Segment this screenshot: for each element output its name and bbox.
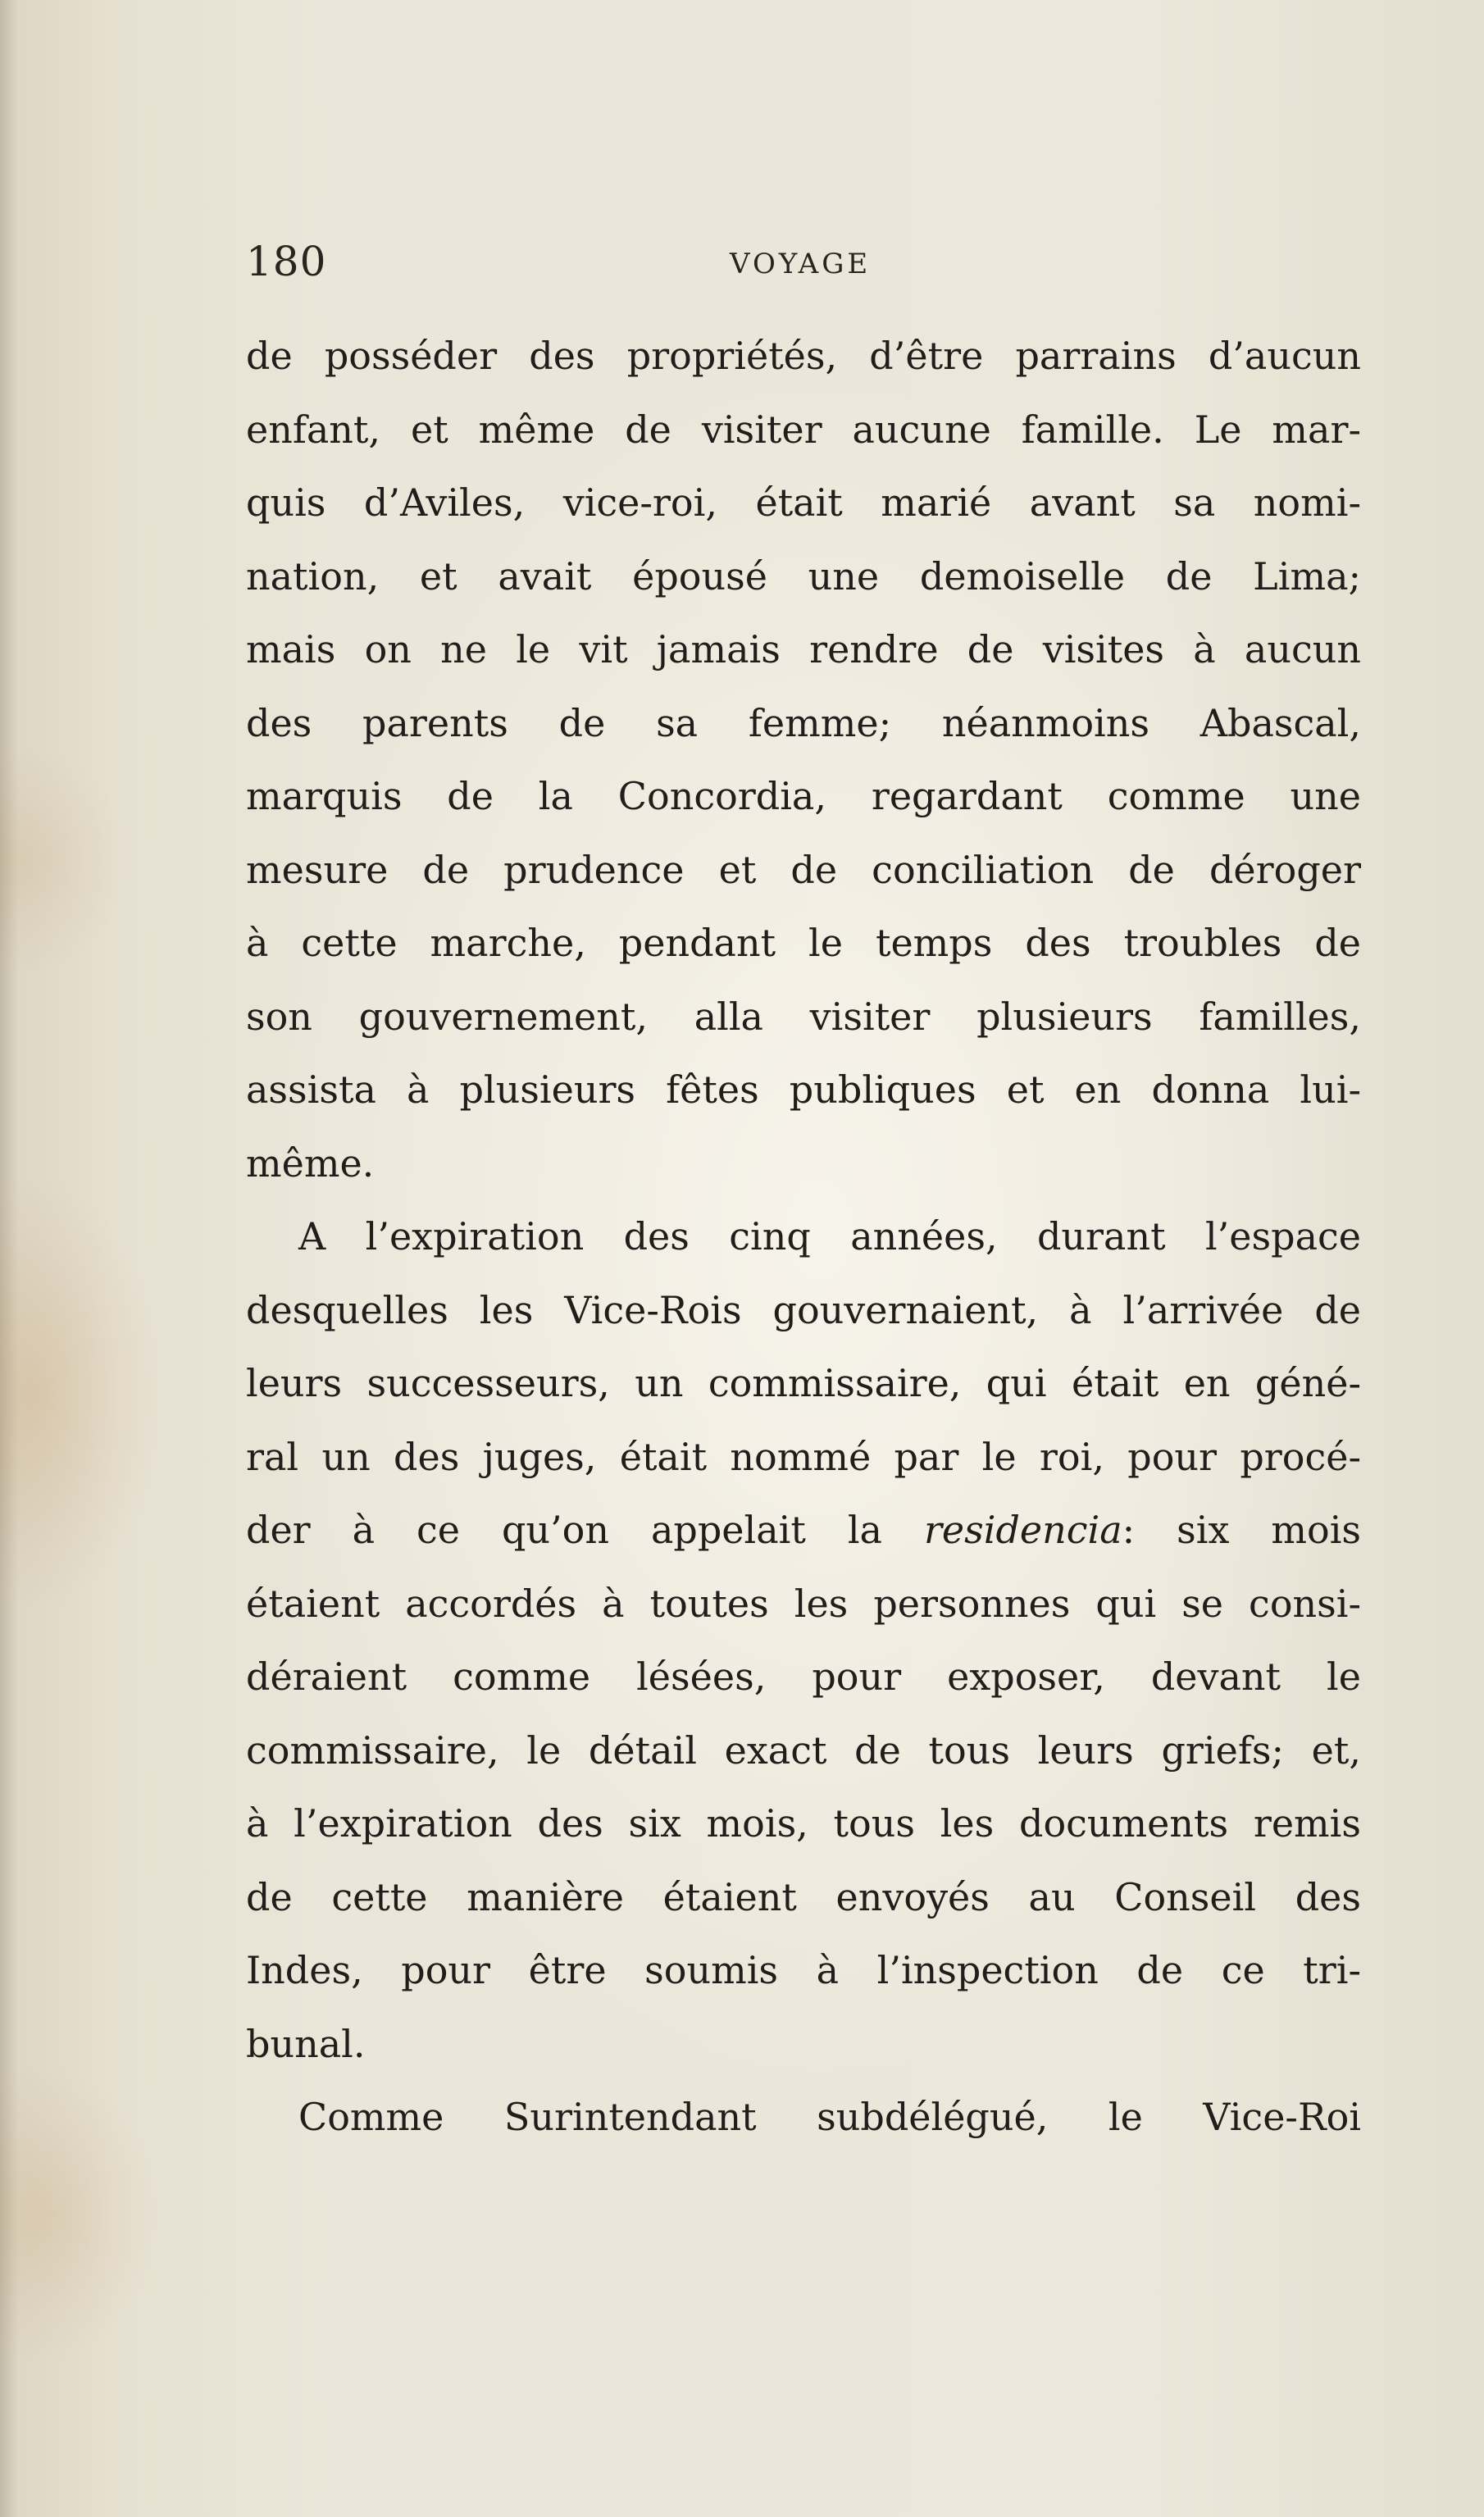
text-line: à cette marche, pendant le temps des troubles de — [246, 921, 1361, 965]
text-line: de cette manière étaient envoyés au Conseil des — [246, 1874, 1361, 1919]
text-line: nation, et avait épousé une demoiselle de Lima; — [246, 553, 1361, 599]
text-line: même. — [246, 1140, 375, 1186]
running-title: VOYAGE — [730, 248, 872, 280]
text-line: bunal. — [246, 2021, 366, 2066]
page-number: 180 — [246, 238, 327, 285]
text-line: der à ce qu’on appelait la residencia: six mois — [246, 1508, 1362, 1552]
body-text — [246, 320, 1361, 2155]
text-line: son gouvernement, alla visiter plusieurs familles, — [246, 994, 1361, 1039]
italic-term: residencia — [923, 1508, 1122, 1552]
text-line: étaient accordés à toutes les personnes qui se consi- — [246, 1581, 1361, 1626]
gutter-shadow — [0, 0, 18, 2517]
text-line: A l’expiration des cinq années, durant l’espace — [298, 1214, 1361, 1258]
text-line: mais on ne le vit jamais rendre de visites à aucun — [246, 627, 1361, 671]
text-line: à l’expiration des six mois, tous les documents remis — [246, 1801, 1361, 1846]
text-line: desquelles les Vice-Rois gouvernaient, à l’arrivée de — [246, 1287, 1361, 1332]
text-line: mesure de prudence et de conciliation de déroger — [246, 847, 1361, 892]
text-line: Comme Surintendant subdélégué, le Vice-Roi — [298, 2095, 1361, 2139]
text-line: leurs successeurs, un commissaire, qui était en géné- — [246, 1361, 1361, 1405]
running-head — [246, 238, 1361, 303]
text-line: marquis de la Concordia, regardant comme une — [246, 774, 1361, 818]
text-line: quis d’Aviles, vice-roi, était marié avant sa nomi- — [246, 480, 1361, 525]
text-line: de posséder des propriétés, d’être parrains d’aucun — [246, 334, 1361, 378]
text-line: Indes, pour être soumis à l’inspection de ce tri- — [246, 1948, 1361, 1992]
text-line: ral un des juges, était nommé par le roi, pour procé- — [246, 1434, 1361, 1479]
text-line: assista à plusieurs fêtes publiques et en donna lui- — [246, 1067, 1361, 1112]
text-line: commissaire, le détail exact de tous leurs griefs; et, — [246, 1727, 1361, 1773]
text-line: déraient comme lésées, pour exposer, devant le — [246, 1654, 1361, 1699]
text-line: enfant, et même de visiter aucune famille. Le mar- — [246, 407, 1361, 452]
text-line: des parents de sa femme; néanmoins Abascal, — [246, 700, 1361, 745]
